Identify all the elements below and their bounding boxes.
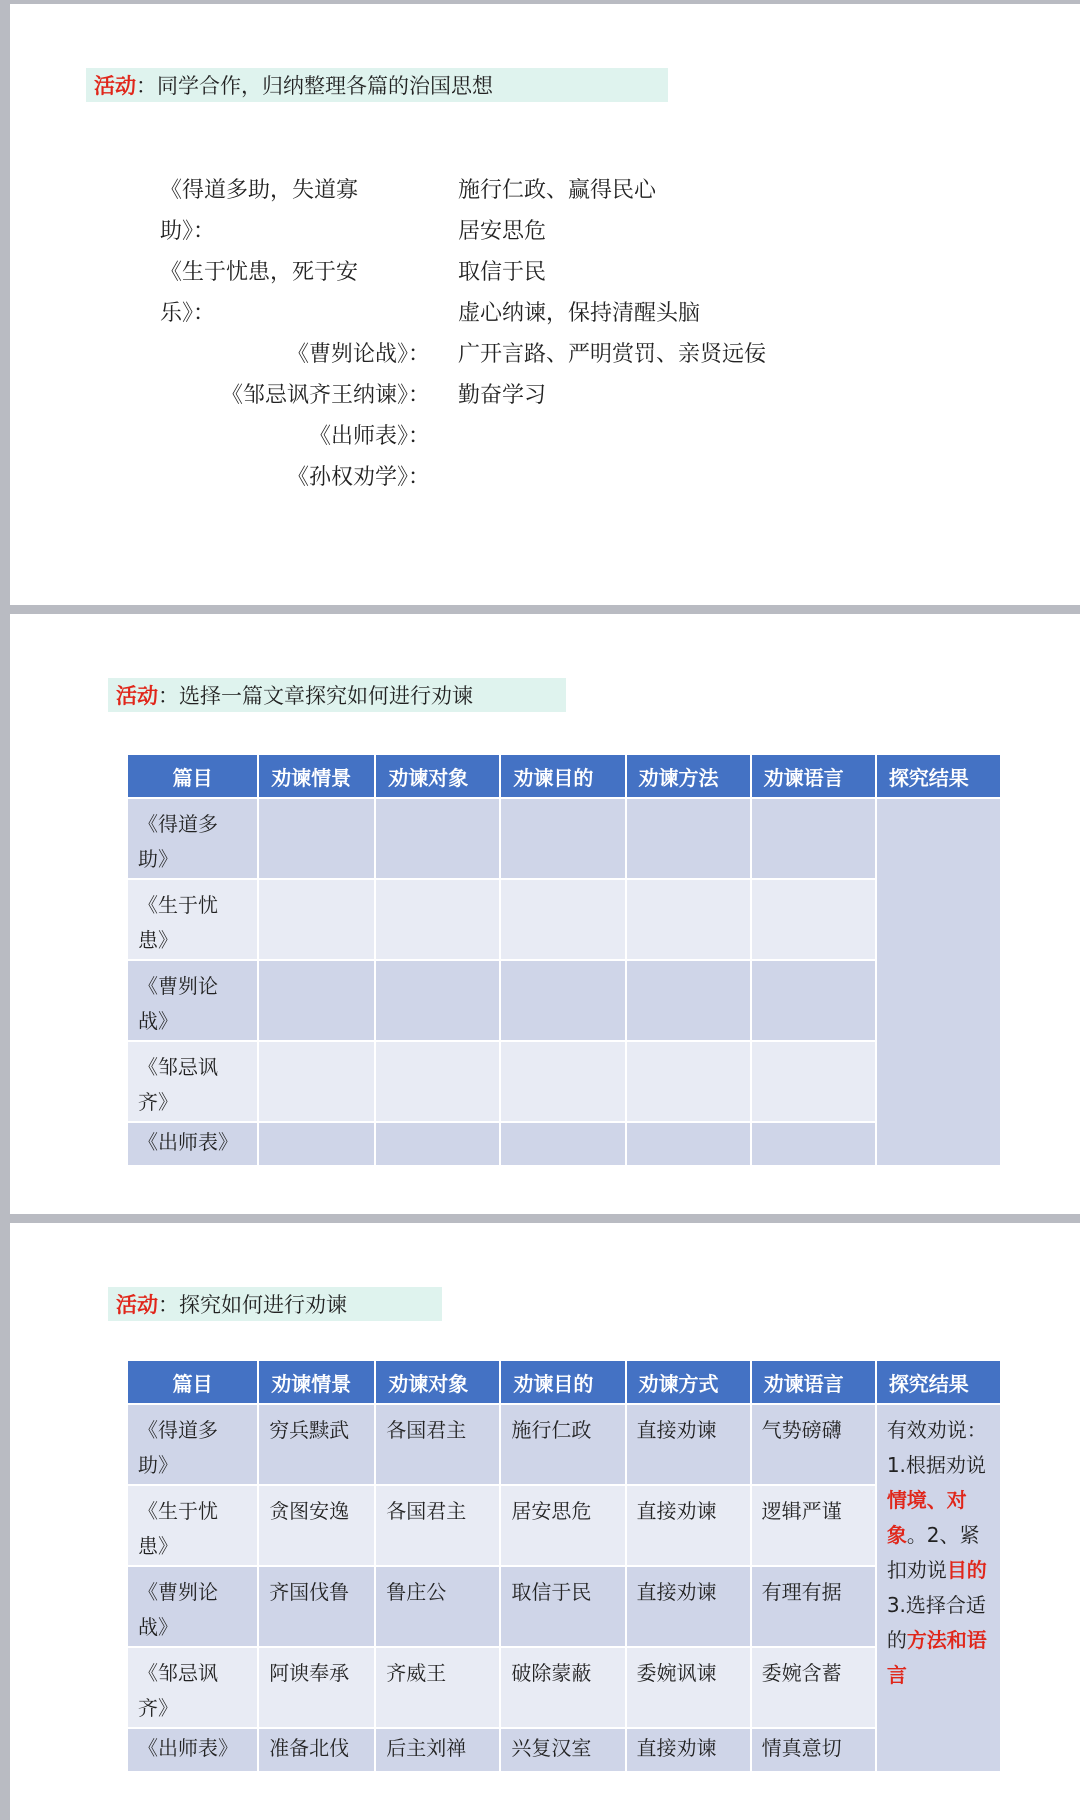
method-cell: 委婉讽谏 — [627, 1648, 750, 1727]
header-scene: 劝谏情景 — [259, 755, 374, 797]
article-title-cell: 《出师表》 — [128, 1123, 257, 1165]
header-target: 劝谏对象 — [376, 1361, 499, 1403]
activity-banner — [108, 678, 566, 712]
article-item: 《生于忧患，死于安 — [160, 260, 359, 285]
activity-tag: 活动 — [94, 74, 136, 98]
article-title-cell: 《出师表》 — [128, 1729, 257, 1771]
table-row — [128, 1405, 1000, 1484]
article-title-cell: 《得道多 助》 — [128, 799, 257, 878]
header-result: 探究结果 — [877, 1361, 1000, 1403]
header-target: 劝谏对象 — [376, 755, 499, 797]
header-purpose: 劝谏目的 — [501, 1361, 624, 1403]
slide-3 — [10, 1223, 1080, 1820]
activity-tag: 活动 — [116, 1293, 158, 1317]
language-cell: 委婉含蓄 — [752, 1648, 875, 1727]
activity-banner — [108, 1287, 442, 1321]
article-title-cell: 《邹忌讽 齐》 — [128, 1042, 257, 1121]
scene-cell: 贪图安逸 — [259, 1486, 374, 1565]
thought-list — [458, 170, 858, 416]
table-row — [128, 961, 1000, 1040]
scene-cell: 穷兵黩武 — [259, 1405, 374, 1484]
purpose-cell: 居安思危 — [501, 1486, 624, 1565]
table-row — [128, 1486, 1000, 1565]
article-title-cell: 《邹忌讽 齐》 — [128, 1648, 257, 1727]
purpose-cell: 破除蒙蔽 — [501, 1648, 624, 1727]
result-cell — [877, 799, 1000, 1165]
thought-item: 居安思危 — [458, 219, 547, 244]
article-list — [160, 170, 430, 498]
target-cell: 鲁庄公 — [376, 1567, 499, 1646]
scene-cell: 准备北伐 — [259, 1729, 374, 1771]
target-cell: 各国君主 — [376, 1486, 499, 1565]
header-method: 劝谏方式 — [627, 1361, 750, 1403]
language-cell: 有理有据 — [752, 1567, 875, 1646]
header-result: 探究结果 — [877, 755, 1000, 797]
article-item: 《孙权劝学》： — [286, 465, 430, 490]
thought-item: 勤奋学习 — [458, 383, 547, 408]
target-cell: 齐威王 — [376, 1648, 499, 1727]
purpose-cell: 兴复汉室 — [501, 1729, 624, 1771]
header-purpose: 劝谏目的 — [501, 755, 624, 797]
article-title-cell: 《得道多 助》 — [128, 1405, 257, 1484]
table-row — [128, 1729, 1000, 1771]
method-cell: 直接劝谏 — [627, 1486, 750, 1565]
slide-2 — [10, 614, 1080, 1214]
method-cell: 直接劝谏 — [627, 1405, 750, 1484]
article-item: 《得道多助，失道寡 — [160, 178, 359, 203]
header-article: 篇目 — [128, 1361, 257, 1403]
activity-text: ：选择一篇文章探究如何进行劝谏 — [158, 684, 473, 708]
header-language: 劝谏语言 — [752, 755, 875, 797]
article-title-cell: 《生于忧 患》 — [128, 1486, 257, 1565]
scene-cell: 阿谀奉承 — [259, 1648, 374, 1727]
header-scene: 劝谏情景 — [259, 1361, 374, 1403]
table-row — [128, 880, 1000, 959]
method-cell: 直接劝谏 — [627, 1567, 750, 1646]
method-cell: 直接劝谏 — [627, 1729, 750, 1771]
article-title-cell: 《曹刿论 战》 — [128, 1567, 257, 1646]
table-row — [128, 1567, 1000, 1646]
language-cell: 逻辑严谨 — [752, 1486, 875, 1565]
thought-item: 取信于民 — [458, 260, 547, 285]
completed-exploration-table — [126, 1359, 1002, 1773]
activity-text: ：探究如何进行劝谏 — [158, 1293, 347, 1317]
table-row — [128, 799, 1000, 878]
thought-item: 广开言路、严明赏罚、亲贤远佞 — [458, 342, 767, 367]
slide-1 — [10, 4, 1080, 605]
target-cell: 各国君主 — [376, 1405, 499, 1484]
table-row — [128, 1042, 1000, 1121]
activity-banner — [86, 68, 668, 102]
result-cell: 有效劝说： 1.根据劝说情境、对象。2、紧扣劝说目的 3.选择合适的方法和语言 — [877, 1405, 1000, 1771]
activity-text: ：同学合作，归纳整理各篇的治国思想 — [136, 74, 493, 98]
article-item: 《出师表》： — [308, 424, 430, 449]
scene-cell: 齐国伐鲁 — [259, 1567, 374, 1646]
empty-exploration-table — [126, 753, 1002, 1167]
target-cell: 后主刘禅 — [376, 1729, 499, 1771]
article-item: 助》： — [160, 219, 216, 244]
purpose-cell: 施行仁政 — [501, 1405, 624, 1484]
thought-item: 虚心纳谏，保持清醒头脑 — [458, 301, 701, 326]
header-method: 劝谏方法 — [627, 755, 750, 797]
table-row — [128, 1123, 1000, 1165]
article-title-cell: 《生于忧 患》 — [128, 880, 257, 959]
purpose-cell: 取信于民 — [501, 1567, 624, 1646]
table-row — [128, 1648, 1000, 1727]
article-item: 《邹忌讽齐王纳谏》： — [220, 383, 430, 408]
header-article: 篇目 — [128, 755, 257, 797]
thought-item: 施行仁政、赢得民心 — [458, 178, 657, 203]
language-cell: 气势磅礴 — [752, 1405, 875, 1484]
header-language: 劝谏语言 — [752, 1361, 875, 1403]
article-title-cell: 《曹刿论 战》 — [128, 961, 257, 1040]
article-item: 乐》： — [160, 301, 216, 326]
article-item: 《曹刿论战》： — [286, 342, 430, 367]
activity-tag: 活动 — [116, 684, 158, 708]
language-cell: 情真意切 — [752, 1729, 875, 1771]
